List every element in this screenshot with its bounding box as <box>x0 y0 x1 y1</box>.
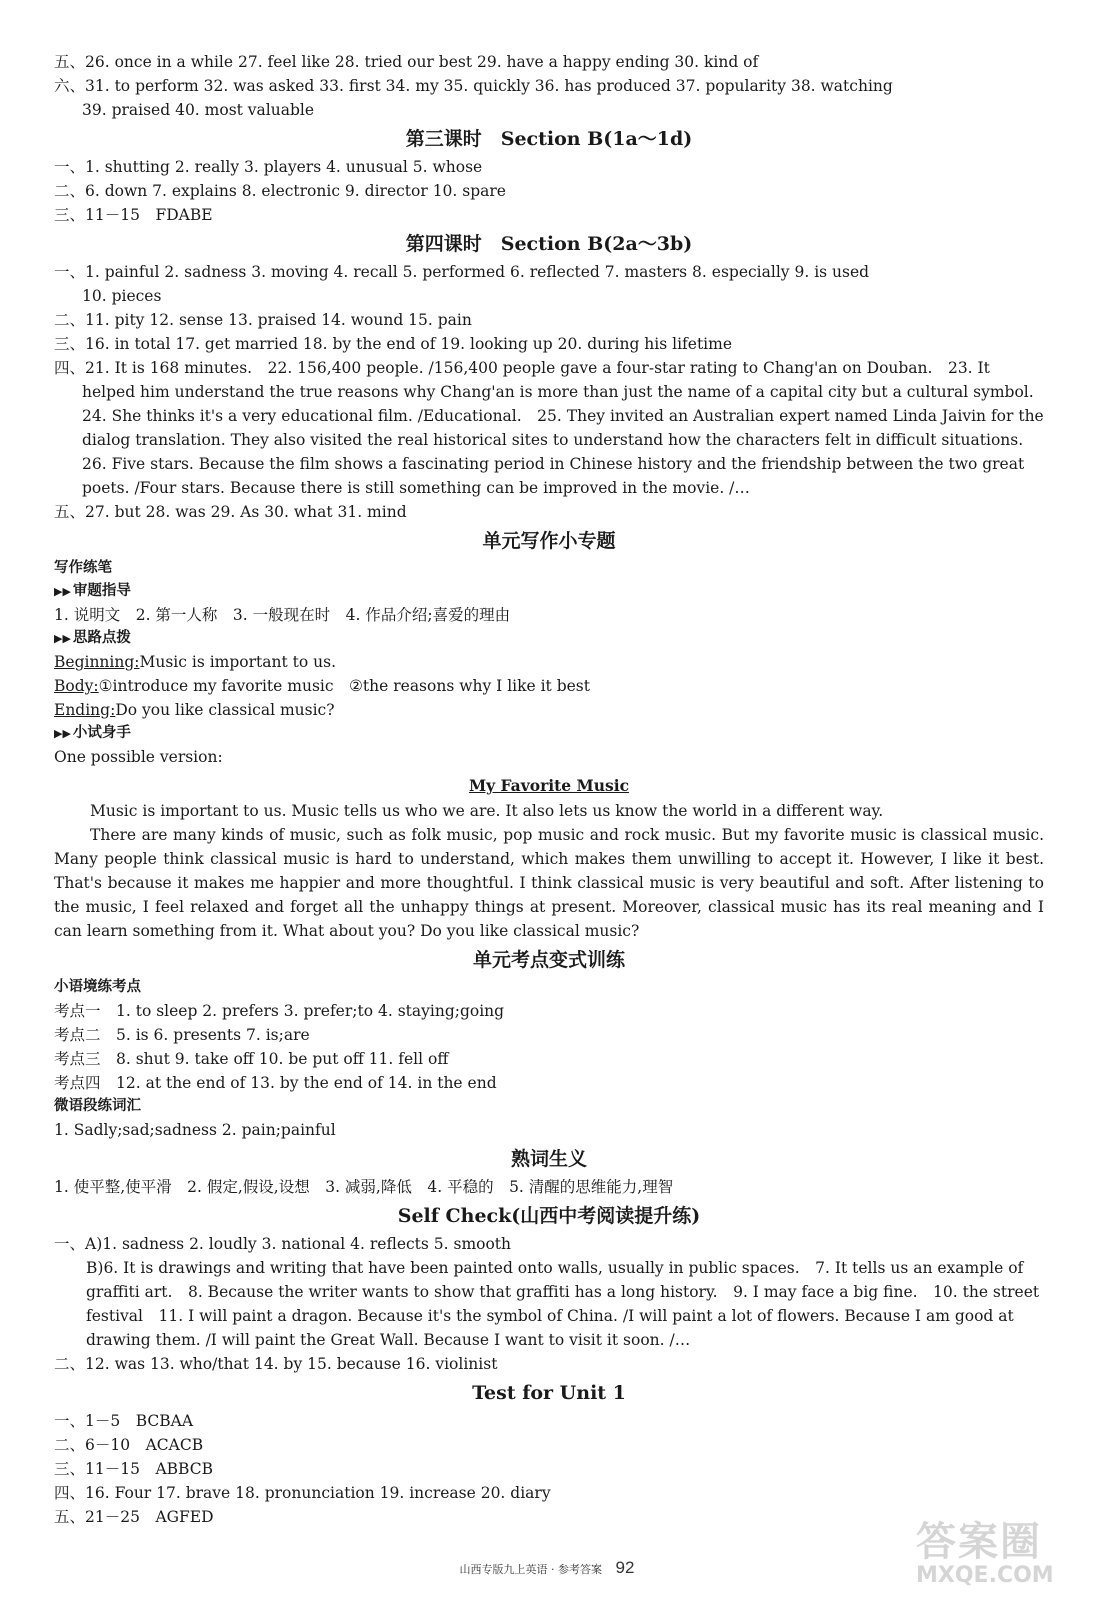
watermark-mark: 答案圈 <box>916 1519 1042 1565</box>
double-triangle-icon: ▶▶ <box>54 727 71 740</box>
section-heading: Test for Unit 1 <box>472 1382 626 1404</box>
watermark-logo <box>916 1510 1066 1592</box>
answer-line: 39. praised 40. most valuable <box>82 101 315 119</box>
subsection-label: 小语境练考点 <box>54 979 141 995</box>
essay-title: My Favorite Music <box>468 776 630 795</box>
answer-page <box>54 50 1050 1529</box>
lesson4-section <box>54 229 1050 524</box>
section-heading: 熟词生义 <box>510 1148 587 1170</box>
answer-line: 六、31. to perform 32. was asked 33. first 34. my 35. quickly 36. has produced 37. popularity 38. watching <box>54 77 893 95</box>
outline-body: Body:①introduce my favorite music ②the reasons why I like it best <box>54 677 590 695</box>
answer-line: 10. pieces <box>82 287 162 305</box>
shuci-section <box>54 1144 1044 1199</box>
subsection-label: ▶▶ 小试身手 <box>54 725 131 741</box>
answer-line: 三、16. in total 17. get married 18. by the end of 19. looking up 20. during his lifetime <box>54 335 733 353</box>
section-heading: 第三课时 Section B(1a～1d) <box>405 128 693 150</box>
answer-line: 二、6－10 ACACB <box>54 1436 204 1454</box>
answer-line: 一、A)1. sadness 2. loudly 3. national 4. reflects 5. smooth <box>54 1235 512 1253</box>
footer-caption: 山西专版九上英语 · 参考答案 <box>459 1563 603 1576</box>
answer-line: 三、11－15 ABBCB <box>54 1460 213 1478</box>
answer-line: 一、1. shutting 2. really 3. players 4. unusual 5. whose <box>54 158 483 176</box>
answer-line: 考点三 8. shut 9. take off 10. be put off 11. fell off <box>54 1050 449 1068</box>
section-heading: 单元写作小专题 <box>482 530 616 552</box>
kaodian-section <box>54 945 1044 1142</box>
section-heading: Self Check(山西中考阅读提升练) <box>397 1205 701 1227</box>
answer-line: 四、16. Four 17. brave 18. pronunciation 19. increase 20. diary <box>54 1484 551 1502</box>
double-triangle-icon: ▶▶ <box>54 585 71 598</box>
answer-line: 考点二 5. is 6. presents 7. is;are <box>54 1026 310 1044</box>
version-label: One possible version: <box>54 748 223 766</box>
subsection-label: 微语段练词汇 <box>54 1098 141 1114</box>
subsection-label: ▶▶ 审题指导 <box>54 583 131 599</box>
answer-line: 二、12. was 13. who/that 14. by 15. because 16. violinist <box>54 1355 498 1373</box>
answer-line: 五、26. once in a while 27. feel like 28. tried our best 29. have a happy ending 30. kind of <box>54 53 759 71</box>
test-section <box>54 1378 1044 1529</box>
section-heading: 第四课时 Section B(2a～3b) <box>405 233 693 255</box>
outline-beginning: Beginning:Music is important to us. <box>54 653 336 671</box>
essay-paragraph: Music is important to us. Music tells us who we are. It also lets us know the world in a different way. <box>90 802 884 820</box>
top-lines <box>54 50 1044 122</box>
answer-paragraph: B)6. It is drawings and writing that have been painted onto walls, usually in public spaces. 7. It tells us an example of graffiti art. 8. Because the writer wants to show that graffiti has a long history. 9. I may face a big fine. 10. the street festival 11. I will paint a dragon. Because it's the symbol of China. /I will paint a lot of flowers. Because I am good at drawing them. /I will paint the Great Wall. Because I want to visit it soon. /… <box>86 1259 1040 1349</box>
answer-line: 二、11. pity 12. sense 13. praised 14. wound 15. pain <box>54 311 472 329</box>
subsection-label: ▶▶ 思路点拨 <box>54 630 131 646</box>
writing-section <box>54 526 1044 943</box>
answer-line: 五、27. but 28. was 29. As 30. what 31. mind <box>54 503 407 521</box>
answer-line: 考点四 12. at the end of 13. by the end of 14. in the end <box>54 1074 497 1092</box>
answer-line: 1. 使平整,使平滑 2. 假定,假设,设想 3. 减弱,降低 4. 平稳的 5. 清醒的思维能力,理智 <box>54 1178 674 1196</box>
page-number: 92 <box>615 1558 635 1577</box>
subsection-label: 写作练笔 <box>54 560 112 576</box>
answer-line: 三、11－15 FDABE <box>54 206 213 224</box>
section-heading: 单元考点变式训练 <box>472 949 625 971</box>
answer-line: 一、1. painful 2. sadness 3. moving 4. recall 5. performed 6. reflected 7. masters 8. especially 9. is used <box>54 263 870 281</box>
answer-line: 考点一 1. to sleep 2. prefers 3. prefer;to 4. staying;going <box>54 1002 505 1020</box>
essay-paragraph: There are many kinds of music, such as folk music, pop music and rock music. But my favorite music is classical music. Many people think classical music is hard to understand, which makes them unwilling to accept it. However, I like it best. That's because it makes me happier and more thoughtful. I think classical music is very beautiful and soft. After listening to the music, I feel relaxed and forget all the unhappy things at present. Moreover, classical music has its real meaning and I can learn something from it. What about you? Do you like classical music? <box>54 826 1044 940</box>
answer-line: 二、6. down 7. explains 8. electronic 9. director 10. spare <box>54 182 506 200</box>
answer-paragraph: 四、21. It is 168 minutes. 22. 156,400 people. /156,400 people gave a four-star rating to Chang'an on Douban. 23. It helped him understand the true reasons why Chang'an is more than just the name of a capital city but a cultural symbol. 24. She thinks it's a very educational film. /Educational. 25. They invited an Australian expert named Linda Jaivin for the dialog translation. They also visited the real historical sites to understand how the characters felt in difficult situations. 26. Five stars. Because the film shows a fascinating period in Chinese history and the friendship between the two great poets. /Four stars. Because there is still something can be improved in the movie. /… <box>54 359 1050 497</box>
watermark-url: MXQE.COM <box>916 1563 1054 1588</box>
outline-ending: Ending:Do you like classical music? <box>54 701 335 719</box>
answer-line: 1. Sadly;sad;sadness 2. pain;painful <box>54 1121 336 1139</box>
double-triangle-icon: ▶▶ <box>54 632 71 645</box>
answer-line: 1. 说明文 2. 第一人称 3. 一般现在时 4. 作品介绍;喜爱的理由 <box>54 606 511 624</box>
lesson3-section <box>54 124 1044 227</box>
selfcheck-section <box>54 1201 1044 1376</box>
answer-line: 一、1－5 BCBAA <box>54 1412 194 1430</box>
answer-line: 五、21－25 AGFED <box>54 1508 214 1526</box>
